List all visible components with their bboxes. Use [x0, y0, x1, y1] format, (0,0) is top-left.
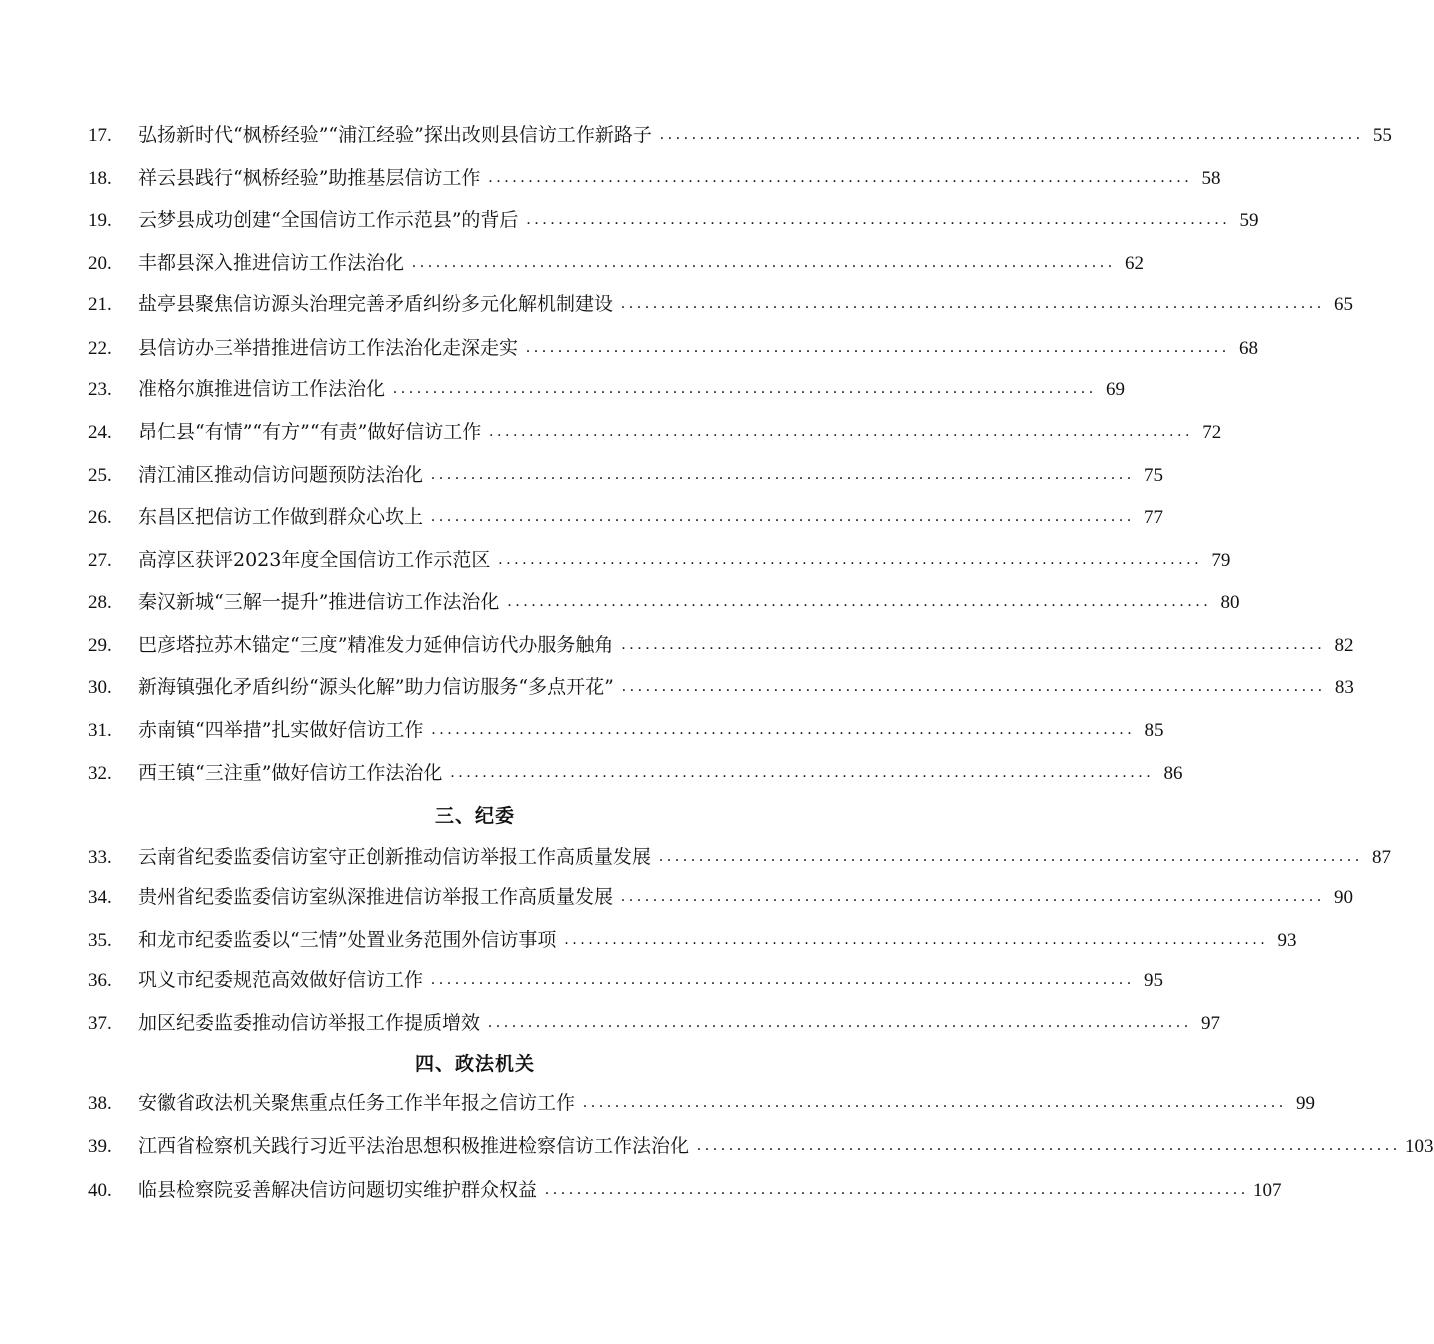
entry-page: 79	[1211, 549, 1231, 571]
toc-entry	[88, 412, 1222, 452]
entry-page: 87	[1372, 846, 1392, 868]
entry-title: 巴彦塔拉苏木锚定“三度”精准发力延伸信访代办服务触角	[138, 633, 614, 656]
toc-entry	[88, 243, 1145, 283]
entry-title: 江西省检察机关践行习近平法治思想积极推进检察信访工作法治化	[138, 1134, 690, 1157]
dot-leader: ........................................................................................	[659, 126, 1364, 143]
entry-number: 37.	[88, 1012, 112, 1034]
entry-number: 29.	[88, 634, 112, 656]
entry-page: 90	[1334, 886, 1354, 908]
entry-number: 33.	[88, 846, 112, 868]
entry-page: 95	[1144, 969, 1164, 991]
dot-leader: ........................................................................................	[507, 593, 1212, 610]
entry-title: 弘扬新时代“枫桥经验”“浦江经验”探出改则县信访工作新路子	[138, 123, 652, 146]
dot-leader: ........................................................................................	[583, 1094, 1288, 1111]
entry-page: 69	[1106, 378, 1126, 400]
entry-title: 西王镇“三注重”做好信访工作法治化	[138, 761, 443, 784]
entry-number: 34.	[88, 886, 112, 908]
toc-entry	[88, 625, 1354, 665]
toc-entry	[88, 710, 1164, 750]
toc-entry	[88, 284, 1354, 324]
entry-page: 80	[1220, 591, 1240, 613]
dot-leader: ........................................................................................	[621, 636, 1326, 653]
section-heading: 三、纪委	[434, 804, 515, 827]
entry-number: 21.	[88, 293, 112, 315]
entry-title: 安徽省政法机关聚焦重点任务工作半年报之信访工作	[138, 1091, 576, 1114]
entry-title: 东昌区把信访工作做到群众心坎上	[138, 505, 424, 528]
toc-entry	[88, 455, 1164, 495]
dot-leader: ........................................................................................	[450, 764, 1155, 781]
dot-leader: ........................................................................................	[488, 169, 1193, 186]
dot-leader: ........................................................................................	[564, 931, 1269, 948]
dot-leader: ........................................................................................	[431, 508, 1136, 525]
entry-title: 云梦县成功创建“全国信访工作示范县”的背后	[138, 208, 519, 231]
entry-title: 准格尔旗推进信访工作法治化	[138, 377, 386, 400]
dot-leader: ........................................................................................	[498, 551, 1203, 568]
entry-number: 38.	[88, 1092, 112, 1114]
dot-leader: ........................................................................................	[431, 466, 1136, 483]
toc-entry	[88, 877, 1354, 917]
entry-page: 107	[1253, 1179, 1282, 1201]
toc-entry	[88, 1003, 1221, 1043]
section-heading: 四、政法机关	[414, 1052, 535, 1075]
entry-page: 59	[1239, 209, 1259, 231]
toc-entry	[88, 1126, 1434, 1166]
entry-title: 云南省纪委监委信访室守正创新推动信访举报工作高质量发展	[138, 845, 652, 868]
toc-entry	[88, 158, 1221, 198]
entry-title: 加区纪委监委推动信访举报工作提质增效	[138, 1011, 481, 1034]
entry-number: 19.	[88, 209, 112, 231]
toc-entry	[88, 667, 1354, 707]
entry-number: 25.	[88, 464, 112, 486]
entry-number: 30.	[88, 676, 112, 698]
entry-title: 秦汉新城“三解一提升”推进信访工作法治化	[138, 590, 500, 613]
entry-title: 新海镇强化矛盾纠纷“源头化解”助力信访服务“多点开花”	[138, 675, 614, 698]
entry-title: 高淳区获评2023年度全国信访工作示范区	[138, 548, 491, 571]
entry-number: 27.	[88, 549, 112, 571]
entry-title: 巩义市纪委规范高效做好信访工作	[138, 968, 424, 991]
entry-title: 贵州省纪委监委信访室纵深推进信访举报工作高质量发展	[138, 885, 614, 908]
entry-number: 22.	[88, 337, 112, 359]
dot-leader: ........................................................................................	[526, 339, 1231, 356]
entry-page: 85	[1144, 719, 1164, 741]
dot-leader: ........................................................................................	[545, 1181, 1250, 1198]
entry-page: 72	[1202, 421, 1222, 443]
entry-page: 82	[1334, 634, 1354, 656]
dot-leader: ........................................................................................	[526, 211, 1231, 228]
entry-page: 55	[1372, 124, 1392, 146]
entry-number: 23.	[88, 378, 112, 400]
entry-number: 31.	[88, 719, 112, 741]
entry-page: 93	[1277, 929, 1297, 951]
toc-entry	[88, 540, 1231, 580]
dot-leader: ........................................................................................	[431, 971, 1136, 988]
toc-entry	[88, 837, 1392, 877]
entry-page: 58	[1201, 167, 1221, 189]
dot-leader: ........................................................................................	[621, 678, 1326, 695]
dot-leader: ........................................................................................	[621, 295, 1326, 312]
toc-entry	[88, 582, 1240, 622]
toc-entry	[88, 1083, 1316, 1123]
entry-title: 昂仁县“有情”“有方”“有责”做好信访工作	[138, 420, 482, 443]
entry-number: 36.	[88, 969, 112, 991]
entry-page: 86	[1163, 762, 1183, 784]
entry-number: 40.	[88, 1179, 112, 1201]
entry-number: 18.	[88, 167, 112, 189]
dot-leader: ........................................................................................	[393, 380, 1098, 397]
toc-entry	[88, 960, 1164, 1000]
dot-leader: ........................................................................................	[621, 888, 1326, 905]
entry-number: 39.	[88, 1135, 112, 1157]
toc-entry	[88, 920, 1297, 960]
entry-page: 99	[1296, 1092, 1316, 1114]
entry-number: 20.	[88, 252, 112, 274]
entry-title: 临县检察院妥善解决信访问题切实维护群众权益	[138, 1178, 538, 1201]
entry-title: 县信访办三举措推进信访工作法治化走深走实	[138, 336, 519, 359]
entry-page: 62	[1125, 252, 1145, 274]
toc-entry	[88, 369, 1126, 409]
entry-number: 26.	[88, 506, 112, 528]
entry-title: 祥云县践行“枫桥经验”助推基层信访工作	[138, 166, 481, 189]
toc-entry	[88, 115, 1392, 155]
entry-page: 97	[1201, 1012, 1221, 1034]
entry-number: 28.	[88, 591, 112, 613]
dot-leader: ........................................................................................	[488, 1014, 1193, 1031]
entry-title: 盐亭县聚焦信访源头治理完善矛盾纠纷多元化解机制建设	[138, 292, 614, 315]
toc-entry	[88, 753, 1183, 793]
entry-page: 103	[1405, 1135, 1434, 1157]
entry-number: 24.	[88, 421, 112, 443]
dot-leader: ........................................................................................	[659, 848, 1364, 865]
entry-number: 32.	[88, 762, 112, 784]
entry-page: 68	[1239, 337, 1259, 359]
dot-leader: ........................................................................................	[697, 1137, 1402, 1154]
toc-entry	[88, 200, 1259, 240]
dot-leader: ........................................................................................	[412, 254, 1117, 271]
entry-title: 清江浦区推动信访问题预防法治化	[138, 463, 424, 486]
entry-page: 83	[1334, 676, 1354, 698]
toc-entry	[88, 1170, 1282, 1210]
entry-page: 77	[1144, 506, 1164, 528]
entry-title: 丰都县深入推进信访工作法治化	[138, 251, 405, 274]
entry-page: 65	[1334, 293, 1354, 315]
toc-entry	[88, 497, 1164, 537]
entry-page: 75	[1144, 464, 1164, 486]
dot-leader: ........................................................................................	[431, 721, 1136, 738]
entry-number: 35.	[88, 929, 112, 951]
entry-title: 和龙市纪委监委以“三情”处置业务范围外信访事项	[138, 928, 557, 951]
entry-title: 赤南镇“四举措”扎实做好信访工作	[138, 718, 424, 741]
dot-leader: ........................................................................................	[489, 423, 1194, 440]
toc-entry	[88, 328, 1259, 368]
entry-number: 17.	[88, 124, 112, 146]
